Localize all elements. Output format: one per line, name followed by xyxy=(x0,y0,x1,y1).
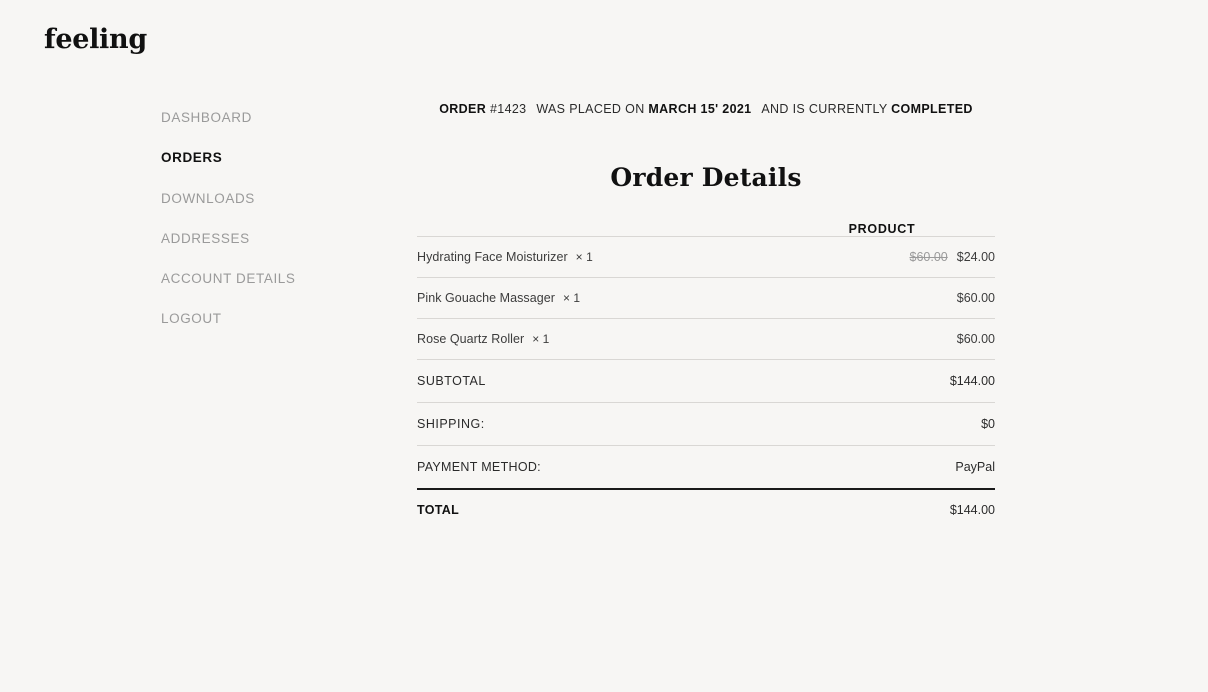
subtotal-label: SUBTOTAL xyxy=(417,360,769,403)
column-header-product: PRODUCT xyxy=(848,222,916,236)
shipping-value: $0 xyxy=(769,403,995,446)
total-row xyxy=(417,489,995,530)
order-date: MARCH 15' 2021 xyxy=(648,102,752,116)
total-label: TOTAL xyxy=(417,489,769,530)
account-sidebar-nav xyxy=(161,98,371,340)
order-status-line xyxy=(417,96,995,123)
order-item-name xyxy=(417,319,769,360)
order-placed-on-text: WAS PLACED ON xyxy=(536,102,645,116)
item-title: Hydrating Face Moisturizer xyxy=(417,250,568,264)
subtotal-row xyxy=(417,360,995,403)
order-item-price xyxy=(769,237,995,278)
order-item-price xyxy=(769,319,995,360)
item-old-price: $60.00 xyxy=(909,250,948,264)
payment-method-label: PAYMENT METHOD: xyxy=(417,446,769,490)
table-header-row xyxy=(417,222,995,237)
order-item-name xyxy=(417,237,769,278)
total-value: $144.00 xyxy=(769,489,995,530)
item-quantity: × 1 xyxy=(532,332,550,346)
item-title: Pink Gouache Massager xyxy=(417,291,555,305)
order-details-main xyxy=(417,96,995,530)
sidebar-item-logout[interactable]: LOGOUT xyxy=(161,311,222,327)
order-number: #1423 xyxy=(489,102,527,116)
item-quantity: × 1 xyxy=(562,291,581,305)
sidebar-item-downloads[interactable]: DOWNLOADS xyxy=(161,190,255,206)
item-price: $24.00 xyxy=(956,250,995,264)
shipping-row xyxy=(417,403,995,446)
shipping-label: SHIPPING: xyxy=(417,403,769,446)
table-row xyxy=(417,278,995,319)
order-items-table xyxy=(417,222,995,530)
order-status-badge: COMPLETED xyxy=(891,102,973,116)
order-word: ORDER xyxy=(439,102,487,116)
subtotal-value: $144.00 xyxy=(769,360,995,403)
item-price: $60.00 xyxy=(956,332,995,346)
sidebar-item-dashboard[interactable]: DASHBOARD xyxy=(161,110,252,125)
order-item-name xyxy=(417,278,769,319)
sidebar-item-orders[interactable]: ORDERS xyxy=(161,150,223,166)
sidebar-item-account-details[interactable]: ACCOUNT DETAILS xyxy=(161,271,296,287)
payment-method-value: PayPal xyxy=(769,446,995,490)
table-row xyxy=(417,237,995,278)
site-logo[interactable]: feeling xyxy=(44,24,147,55)
page-title: Order Details xyxy=(610,163,802,192)
payment-method-row xyxy=(417,446,995,490)
table-row xyxy=(417,319,995,360)
sidebar-item-addresses[interactable]: ADDRESSES xyxy=(161,230,250,246)
item-title: Rose Quartz Roller xyxy=(417,332,525,346)
item-quantity: × 1 xyxy=(575,250,593,264)
order-item-price xyxy=(769,278,995,319)
order-currently-text: AND IS CURRENTLY xyxy=(761,102,888,116)
item-price: $60.00 xyxy=(956,291,995,305)
